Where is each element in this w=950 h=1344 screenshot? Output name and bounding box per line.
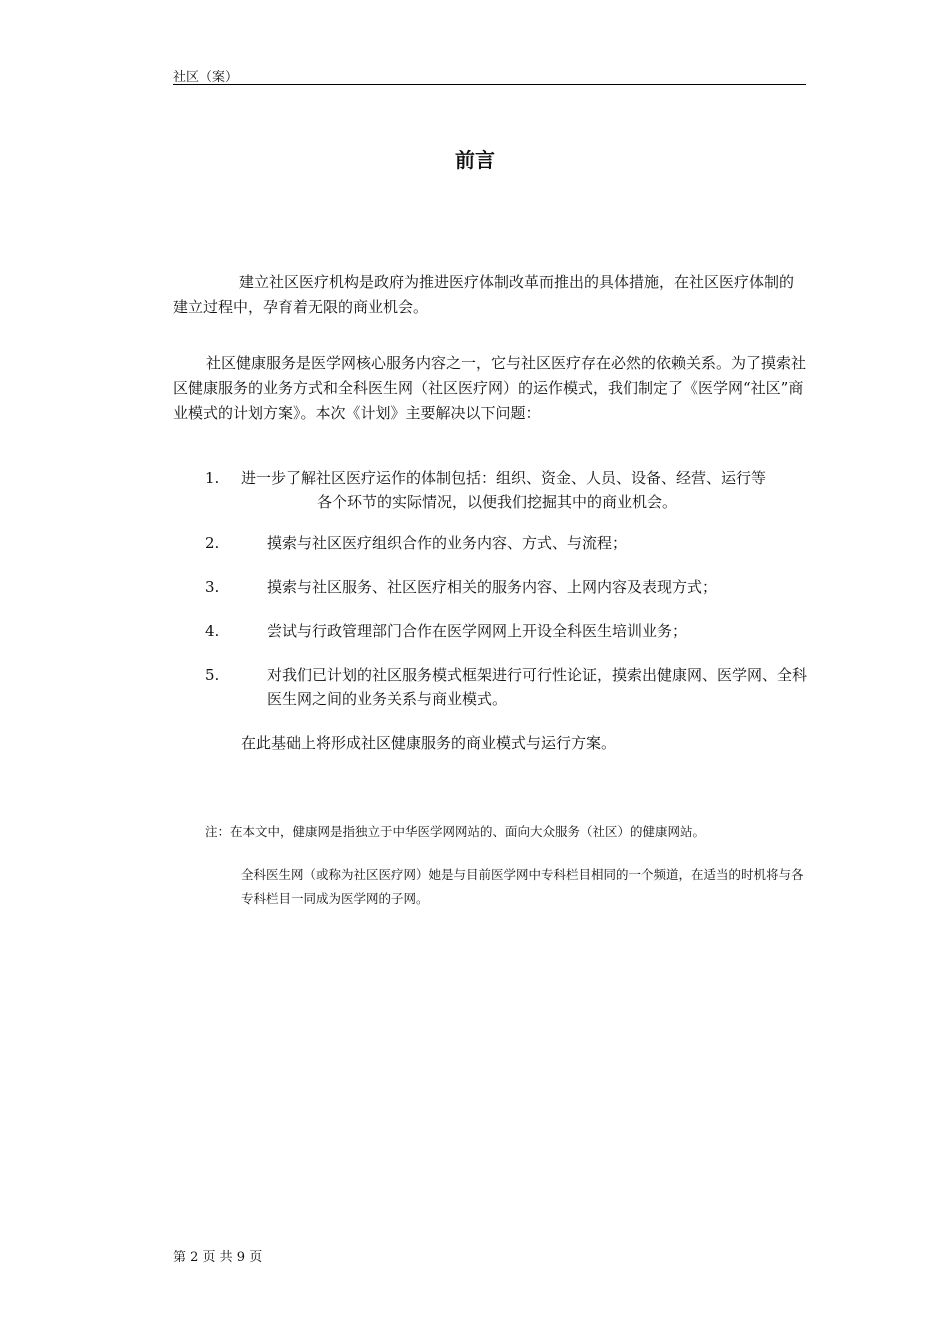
list-item-continuation: 各个环节的实际情况，以便我们挖掘其中的商业机会。	[317, 493, 678, 511]
closing-paragraph: 在此基础上将形成社区健康服务的商业模式与运行方案。	[241, 734, 617, 752]
list-item-text: 摸索与社区医疗组织合作的业务内容、方式、与流程；	[267, 534, 628, 552]
page-title: 前言	[455, 148, 495, 172]
intro-paragraph: 建立社区医疗机构是政府为推进医疗体制改革而推出的具体措施，在社区医疗体制的建立过程中，孕育着无限的商业机会。	[173, 273, 795, 316]
list-item-text: 进一步了解社区医疗运作的体制包括：组织、资金、人员、设备、经营、运行等	[241, 469, 767, 487]
purpose-paragraph: 社区健康服务是医学网核心服务内容之一，它与社区医疗存在必然的依赖关系。为了摸索社区健康服务的业务方式和全科医生网（社区医疗网）的运作模式，我们制定了《医学网“社区”商业模式的计划方案》。本次《计划》主要解决以下问题：	[173, 354, 807, 422]
list-item-text: 尝试与行政管理部门合作在医学网网上开设全科医生培训业务；	[267, 622, 688, 640]
footnote: 注：在本文中，健康网是指独立于中华医学网网站的、面向大众服务（社区）的健康网站。	[205, 824, 706, 839]
list-item-number: 1.	[205, 469, 220, 487]
list-item-number: 3.	[205, 578, 220, 596]
list-item-number: 4.	[205, 622, 220, 640]
list-item-number: 5.	[205, 666, 220, 684]
list-item-text: 对我们已计划的社区服务模式框架进行可行性论证，摸索出健康网、医学网、全科医生网之间的业务关系与商业模式。	[267, 666, 808, 708]
footnote-continuation: 全科医生网（或称为社区医疗网）她是与目前医学网中专科栏目相同的一个频道，在适当的时机将与各专科栏目一同成为医学网的子网。	[241, 867, 804, 906]
header-text: 社区（案）	[173, 70, 239, 85]
list-item-number: 2.	[205, 534, 220, 552]
page-footer: 第 2 页 共 9 页	[173, 1250, 263, 1265]
list-item-text: 摸索与社区服务、社区医疗相关的服务内容、上网内容及表现方式；	[267, 578, 718, 596]
page-header	[173, 64, 806, 85]
